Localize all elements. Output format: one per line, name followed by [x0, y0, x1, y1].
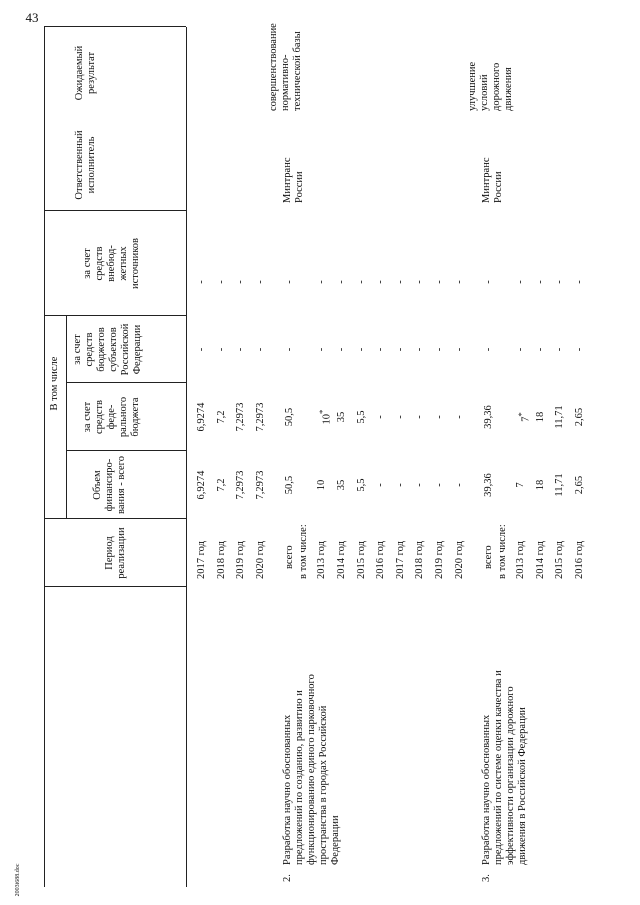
header-executor: Ответственный исполнитель: [74, 130, 97, 200]
row-extrabudgetary: -: [375, 280, 387, 284]
item-number: 2.: [282, 874, 294, 882]
carry-regional: -: [196, 347, 207, 352]
period-cell: 2015 год: [355, 541, 367, 579]
item-result: совершенствование нормативно- технической базы: [268, 23, 304, 111]
total-federal: 39,36: [483, 405, 495, 429]
row-extrabudgetary: -: [515, 280, 527, 284]
period-cell: 2016 год: [375, 541, 387, 579]
row-regional: -: [336, 347, 347, 352]
carry-regional: -: [254, 347, 266, 352]
header-federal-budget: за счет средств феде- рального бюджета: [82, 396, 141, 438]
row-regional: -: [554, 347, 566, 352]
total-extrabudgetary: -: [483, 280, 495, 284]
row-extrabudgetary: -: [554, 280, 566, 284]
row-regional: -: [434, 347, 445, 352]
header-extrabudgetary: за счет средств внебюд- жетных источников: [82, 238, 141, 290]
total-federal: 50,5: [284, 407, 296, 427]
row-extrabudgetary: -: [414, 280, 426, 284]
item-number: 3.: [481, 874, 493, 882]
row-volume: 18: [534, 479, 546, 491]
row-extrabudgetary: -: [453, 280, 465, 284]
carry-volume: 7,2: [215, 478, 227, 492]
item-executor: Минтранс России: [481, 157, 505, 203]
row-extrabudgetary: -: [434, 280, 445, 284]
col-rule-7: [44, 26, 186, 27]
including-label: в том числе:: [497, 524, 509, 579]
row-volume: 10: [316, 479, 328, 491]
incl-rule: [66, 316, 67, 519]
carry-extrabudgetary: -: [235, 280, 247, 284]
row-federal: -: [453, 415, 465, 419]
row-regional: -: [316, 347, 328, 352]
item-result: улучшение условий дорожного движения: [467, 61, 515, 111]
period-cell: 2014 год: [534, 541, 546, 579]
period-cell: 2018 год: [215, 541, 227, 579]
header-including: В том числе: [49, 356, 60, 411]
header-regional-budgets: за счет средств бюджетов субъектов Российской Федерации: [72, 323, 143, 376]
total-volume: 50,5: [284, 475, 296, 495]
carry-federal: 7,2973: [254, 402, 266, 432]
carry-federal: 6,9274: [196, 402, 207, 432]
row-regional: -: [515, 347, 527, 352]
row-volume: -: [453, 483, 465, 487]
row-federal: 7*: [516, 412, 532, 422]
table-top-rule: [44, 27, 45, 887]
row-volume: 7: [515, 482, 527, 488]
row-regional: -: [375, 347, 387, 352]
carry-extrabudgetary: -: [215, 280, 227, 284]
header-period: Период реализации: [104, 527, 127, 579]
period-cell: 2020 год: [254, 541, 266, 579]
total-volume: 39,36: [483, 473, 495, 497]
row-federal: 2,65: [574, 407, 585, 427]
row-volume: -: [434, 483, 445, 487]
header-result: Ожидаемый результат: [74, 45, 97, 101]
carry-extrabudgetary: -: [254, 280, 266, 284]
period-cell: 2013 год: [316, 541, 328, 579]
footnote-mark: *: [317, 409, 328, 414]
row-regional: -: [355, 347, 367, 352]
period-cell: 2013 год: [515, 541, 527, 579]
period-cell: 2017 год: [394, 541, 406, 579]
row-federal: 18: [534, 411, 546, 423]
row-federal: 11,71: [554, 405, 566, 429]
row-federal: 10*: [317, 409, 333, 425]
period-cell: 2016 год: [574, 541, 585, 579]
carry-regional: -: [235, 347, 247, 352]
document-code: 2003i688.doc: [15, 863, 21, 897]
row-volume: 2,65: [574, 475, 585, 495]
row-federal: -: [394, 415, 406, 419]
item-description: Разработка научно обоснованных предложений по системе оценки качества и эффективности организации дорожного движения в Российской Федерации: [481, 670, 529, 865]
period-cell: 2019 год: [235, 541, 247, 579]
carry-federal: 7,2973: [235, 402, 247, 432]
row-volume: -: [394, 483, 406, 487]
row-extrabudgetary: -: [336, 280, 347, 284]
row-volume: 11,71: [554, 473, 566, 497]
row-extrabudgetary: -: [316, 280, 328, 284]
row-extrabudgetary: -: [355, 280, 367, 284]
row-extrabudgetary: -: [394, 280, 406, 284]
row-federal: -: [434, 415, 445, 419]
period-cell: 2018 год: [414, 541, 426, 579]
carry-extrabudgetary: -: [196, 280, 207, 284]
row-extrabudgetary: -: [534, 280, 546, 284]
total-regional: -: [483, 347, 495, 352]
period-cell: 2020 год: [453, 541, 465, 579]
carry-volume: 6,9274: [196, 470, 207, 500]
carry-regional: -: [215, 347, 227, 352]
row-volume: -: [375, 483, 387, 487]
carry-federal: 7,2: [215, 410, 227, 424]
row-regional: -: [414, 347, 426, 352]
row-regional: -: [394, 347, 406, 352]
item-description: Разработка научно обоснованных предложений по созданию, развитию и функционированию единого парковочного пространства в городах Российской Федерации: [282, 674, 342, 865]
period-cell: 2015 год: [554, 541, 566, 579]
row-extrabudgetary: -: [574, 280, 585, 284]
rotated-table: [44, 23, 619, 887]
total-regional: -: [284, 347, 296, 352]
row-regional: -: [453, 347, 465, 352]
including-label: в том числе:: [298, 524, 310, 579]
period-cell: 2014 год: [336, 541, 347, 579]
item-executor: Минтранс России: [282, 157, 306, 203]
row-volume: 5,5: [355, 478, 367, 492]
header-bottom-rule: [186, 27, 187, 887]
total-extrabudgetary: -: [284, 280, 296, 284]
carry-volume: 7,2973: [254, 470, 266, 500]
total-label: всего: [284, 545, 296, 569]
row-regional: -: [534, 347, 546, 352]
footnote-mark: *: [516, 412, 527, 417]
total-label: всего: [483, 545, 495, 569]
row-federal: 35: [336, 411, 347, 423]
row-volume: 35: [336, 479, 347, 491]
row-regional: -: [574, 347, 585, 352]
page-number: 43: [25, 10, 39, 25]
row-volume: -: [414, 483, 426, 487]
row-federal: 5,5: [355, 410, 367, 424]
period-cell: 2019 год: [434, 541, 445, 579]
header-volume: Объем финансиро- вания - всего: [92, 456, 127, 514]
carry-volume: 7,2973: [235, 470, 247, 500]
period-cell: 2017 год: [196, 541, 207, 579]
row-federal: -: [375, 415, 387, 419]
row-federal: -: [414, 415, 426, 419]
